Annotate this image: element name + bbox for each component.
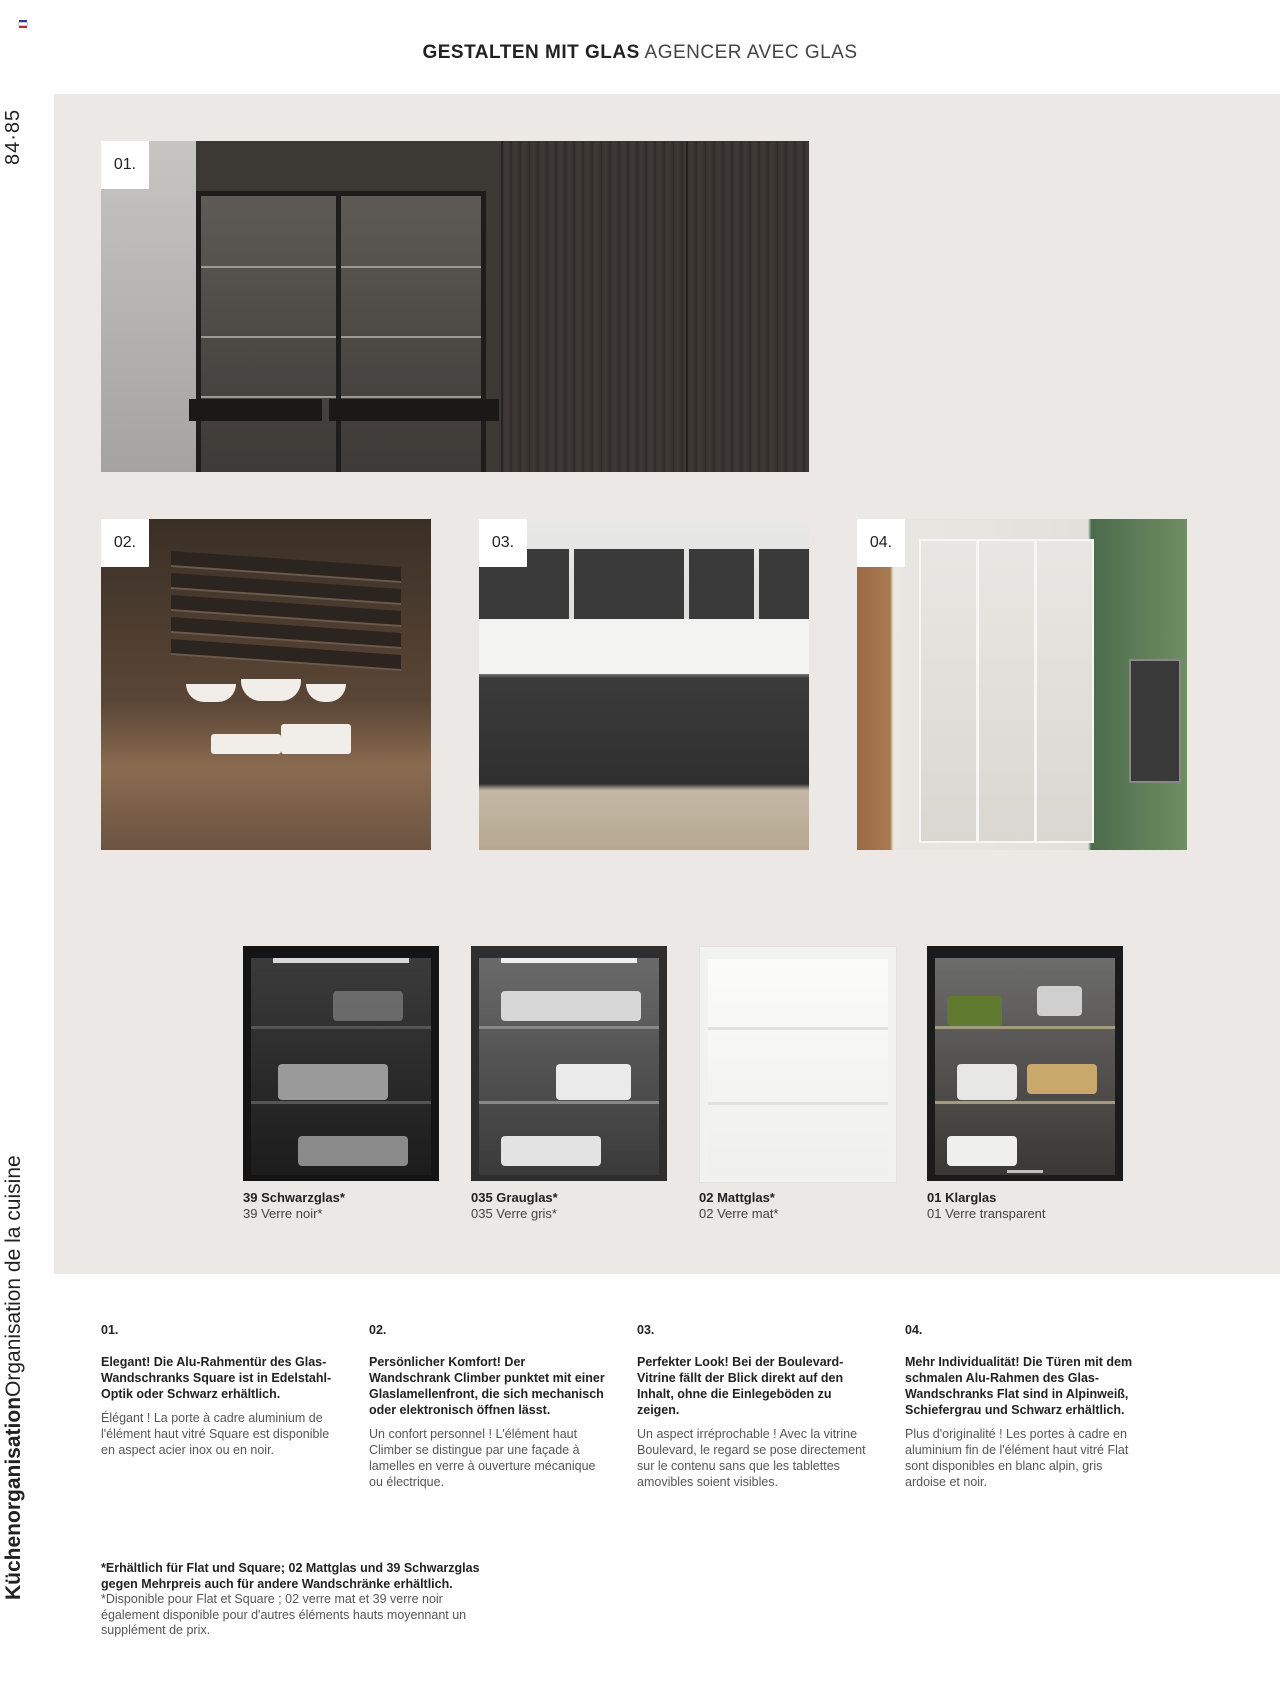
description-de: Persönlicher Komfort! Der Wandschrank Climber punktet mit einer Glaslamellenfront, die sich mechanisch oder elektronisch öffnen lässt.	[369, 1355, 605, 1417]
swatch-black-glass	[243, 946, 439, 1181]
photo-label: 01.	[101, 141, 149, 189]
photo-label: 03.	[479, 519, 527, 567]
page-number: 84·85	[2, 108, 24, 165]
photo-03	[479, 519, 809, 850]
description-number: 01.	[101, 1323, 119, 1337]
footnote-de: *Erhältlich für Flat und Square; 02 Mattglas und 39 Schwarzglas gegen Mehrpreis auch für andere Wandschränke erhältlich.	[101, 1561, 480, 1591]
swatch-caption: 01 Klarglas 01 Verre transparent	[927, 1190, 1046, 1221]
page-title-de: GESTALTEN MIT GLAS	[422, 42, 640, 63]
description-number: 03.	[637, 1323, 655, 1337]
swatch-caption: 035 Grauglas* 035 Verre gris*	[471, 1190, 558, 1221]
description-number: 02.	[369, 1323, 387, 1337]
description-de: Perfekter Look! Bei der Boulevard-Vitrine fällt der Blick direkt auf den Inhalt, ohne die Einlegeböden zu zeigen.	[637, 1355, 844, 1417]
swatch-caption: 39 Schwarzglas* 39 Verre noir*	[243, 1190, 345, 1221]
description-02	[369, 1322, 609, 1490]
description-de: Mehr Individualität! Die Türen mit dem schmalen Alu-Rahmen des Glas-Wandschranks Flat sind in Alpinweiß, Schiefergrau und Schwarz erhältlich.	[905, 1355, 1133, 1417]
description-fr: Plus d'originalité ! Les portes à cadre en aluminium fin de l'élément haut vitré Flat sont disponibles en blanc alpin, gris ardoise et noir.	[905, 1427, 1129, 1489]
description-03	[637, 1322, 877, 1490]
footnote-fr: *Disponible pour Flat et Square ; 02 verre mat et 39 verre noir également disponible pour d'autres éléments hauts moyennant un supplément de prix.	[101, 1592, 467, 1637]
section-label-secondary: Organisation de la cuisine	[2, 1155, 25, 1397]
description-fr: Un aspect irréprochable ! Avec la vitrine Boulevard, le regard se pose directement sur le contenu sans que les tablettes amovibles soient visibles.	[637, 1427, 866, 1489]
photo-01	[101, 141, 809, 472]
description-de: Elegant! Die Alu-Rahmentür des Glas-Wandschranks Square ist in Edelstahl-Optik oder Schwarz erhältlich.	[101, 1355, 332, 1401]
description-fr: Élégant ! La porte à cadre aluminium de l'élément haut vitré Square est disponible en aspect acier inox ou en noir.	[101, 1411, 330, 1457]
photo-04	[857, 519, 1187, 850]
description-01	[101, 1322, 341, 1458]
description-fr: Un confort personnel ! L'élément haut Climber se distingue par une façade à lamelles en verre à ouverture mécanique ou électrique.	[369, 1427, 596, 1489]
photo-02	[101, 519, 431, 850]
description-number: 04.	[905, 1323, 923, 1337]
swatch-caption: 02 Mattglas* 02 Verre mat*	[699, 1190, 779, 1221]
description-04	[905, 1322, 1145, 1490]
flag-icon	[19, 20, 27, 28]
swatch-grey-glass	[471, 946, 667, 1181]
section-label-primary: Küchenorganisation	[2, 1396, 25, 1600]
photo-label: 04.	[857, 519, 905, 567]
page-title	[0, 42, 1280, 64]
swatch-clear-glass	[927, 946, 1123, 1181]
swatch-matt-glass	[699, 946, 897, 1183]
section-label	[2, 1150, 32, 1600]
photo-label: 02.	[101, 519, 149, 567]
footnote	[101, 1561, 501, 1639]
page-title-fr: AGENCER AVEC GLAS	[644, 42, 858, 63]
